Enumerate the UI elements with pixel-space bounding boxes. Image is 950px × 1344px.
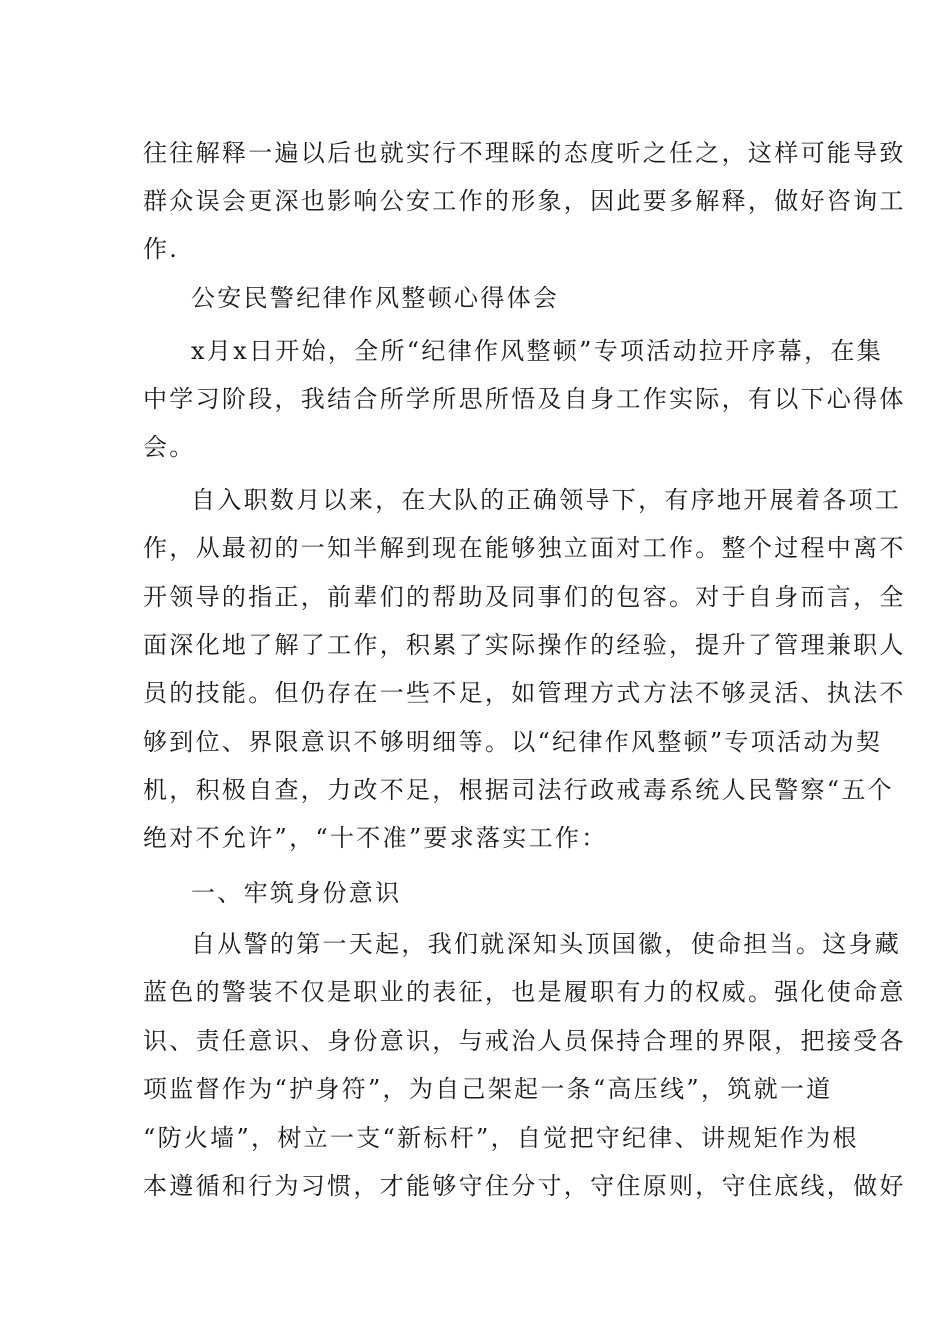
paragraph-line: 会。	[143, 433, 196, 461]
paragraph-line: 群众误会更深也影响公安工作的形象，因此要多解释，做好咨询工	[143, 187, 906, 215]
paragraph-line: 本遵循和行为习惯，才能够守住分寸，守住原则，守住底线，做好	[143, 1172, 906, 1200]
section-heading: 公安民警纪律作风整顿心得体会	[191, 284, 560, 312]
paragraph-line: x月x日开始，全所“纪律作风整顿”专项活动拉开序幕，在集	[191, 337, 884, 365]
paragraph-line: 中学习阶段，我结合所学所思所悟及自身工作实际，有以下心得体	[143, 385, 906, 413]
paragraph-line: 机，积极自查，力改不足，根据司法行政戒毒系统人民警察“五个	[143, 776, 894, 804]
paragraph-line: 自从警的第一天起，我们就深知头顶国徽，使命担当。这身藏	[191, 930, 902, 958]
paragraph-line: 够到位、界限意识不够明细等。以“纪律作风整顿”专项活动为契	[143, 728, 883, 756]
paragraph-line: 自入职数月以来，在大队的正确领导下，有序地开展着各项工	[191, 486, 902, 514]
paragraph-line: “防火墙”，树立一支“新标杆”，自觉把守纪律、讲规矩作为根	[143, 1124, 859, 1152]
paragraph-line: 识、责任意识、身份意识，与戒治人员保持合理的界限，把接受各	[143, 1027, 906, 1055]
paragraph-line: 作，从最初的一知半解到现在能够独立面对工作。整个过程中离不	[143, 534, 906, 562]
section-heading: 一、牢筑身份意识	[191, 879, 402, 907]
paragraph-line: 蓝色的警装不仅是职业的表征，也是履职有力的权威。强化使命意	[143, 978, 906, 1006]
paragraph-line: 往往解释一遍以后也就实行不理睬的态度听之任之，这样可能导致	[143, 139, 906, 167]
paragraph-line: 项监督作为“护身符”，为自己架起一条“高压线”，筑就一道	[143, 1075, 833, 1103]
paragraph-line: 面深化地了解了工作，积累了实际操作的经验，提升了管理兼职人	[143, 631, 906, 659]
paragraph-line: 开领导的指正，前辈们的帮助及同事们的包容。对于自身而言，全	[143, 583, 906, 611]
paragraph-line: 绝对不允许”，“十不准”要求落实工作：	[143, 824, 608, 852]
paragraph-line: 作.	[143, 235, 180, 263]
paragraph-line: 员的技能。但仍存在一些不足，如管理方式方法不够灵活、执法不	[143, 679, 906, 707]
